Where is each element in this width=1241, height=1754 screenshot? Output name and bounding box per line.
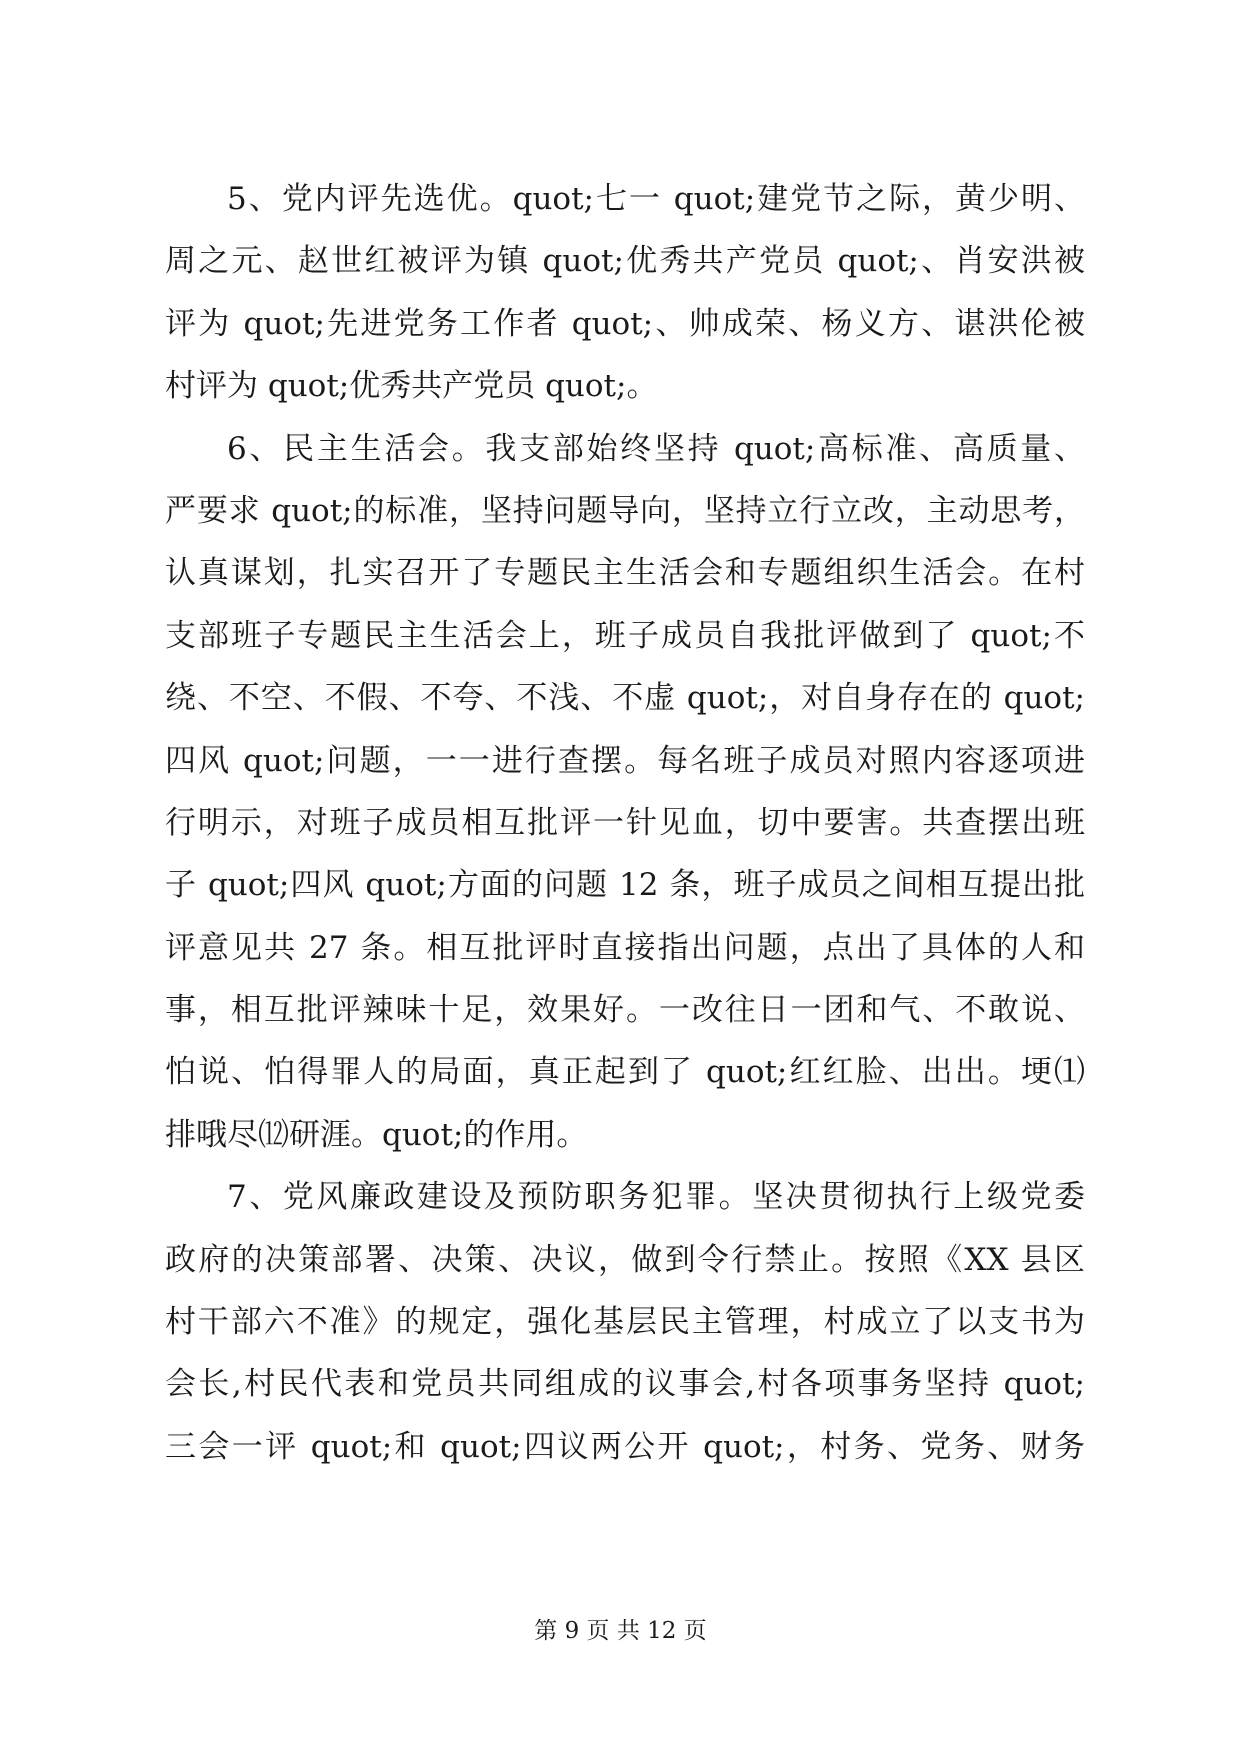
body-line: 7、党风廉政建设及预防职务犯罪。坚决贯彻执行上级党委 [227,1179,1085,1216]
body-line: 村评为 quot;优秀共产党员 quot;。 [165,368,658,405]
body-line: 周之元、赵世红被评为镇 quot;优秀共产党员 quot;、肖安洪被 [165,243,1085,280]
body-line: 绕、不空、不假、不夸、不浅、不虚 quot;，对自身存在的 quot; [165,680,1085,717]
body-line: 5、党内评先选优。quot;七一 quot;建党节之际，黄少明、 [227,181,1085,217]
body-line: 会长,村民代表和党员共同组成的议事会,村各项事务坚持 quot; [165,1366,1085,1403]
body-line: 评为 quot;先进党务工作者 quot;、帅成荣、杨义方、谌洪伦被 [165,305,1085,342]
body-line: 四风 quot;问题，一一进行查摆。每名班子成员对照内容逐项进 [165,742,1085,779]
body-line: 排哦尽⑿研涯。quot;的作用。 [165,1116,588,1153]
document-body [165,168,1085,1478]
body-line: 6、民主生活会。我支部始终坚持 quot;高标准、高质量、 [227,430,1085,467]
body-line: 评意见共 27 条。相互批评时直接指出问题，点出了具体的人和 [165,929,1085,966]
page-footer: 第 9 页 共 12 页 [534,1618,707,1644]
body-line: 政府的决策部署、决策、决议，做到令行禁止。按照《XX 县区 [165,1241,1085,1278]
body-line: 三会一评 quot;和 quot;四议两公开 quot;，村务、党务、财务 [165,1428,1085,1465]
body-line: 认真谋划，扎实召开了专题民主生活会和专题组织生活会。在村 [165,555,1085,592]
body-line: 村干部六不准》的规定，强化基层民主管理，村成立了以支书为 [165,1304,1085,1341]
body-line: 子 quot;四风 quot;方面的问题 12 条，班子成员之间相互提出批 [165,867,1085,904]
body-line: 严要求 quot;的标准，坚持问题导向，坚持立行立改，主动思考， [165,492,1085,529]
body-line: 行明示，对班子成员相互批评一针见血，切中要害。共查摆出班 [165,804,1085,841]
body-line: 怕说、怕得罪人的局面，真正起到了 quot;红红脸、出出。埂⑴ [165,1054,1085,1091]
body-line: 支部班子专题民主生活会上，班子成员自我批评做到了 quot;不 [165,617,1085,654]
body-line: 事，相互批评辣味十足，效果好。一改往日一团和气、不敢说、 [165,992,1085,1029]
